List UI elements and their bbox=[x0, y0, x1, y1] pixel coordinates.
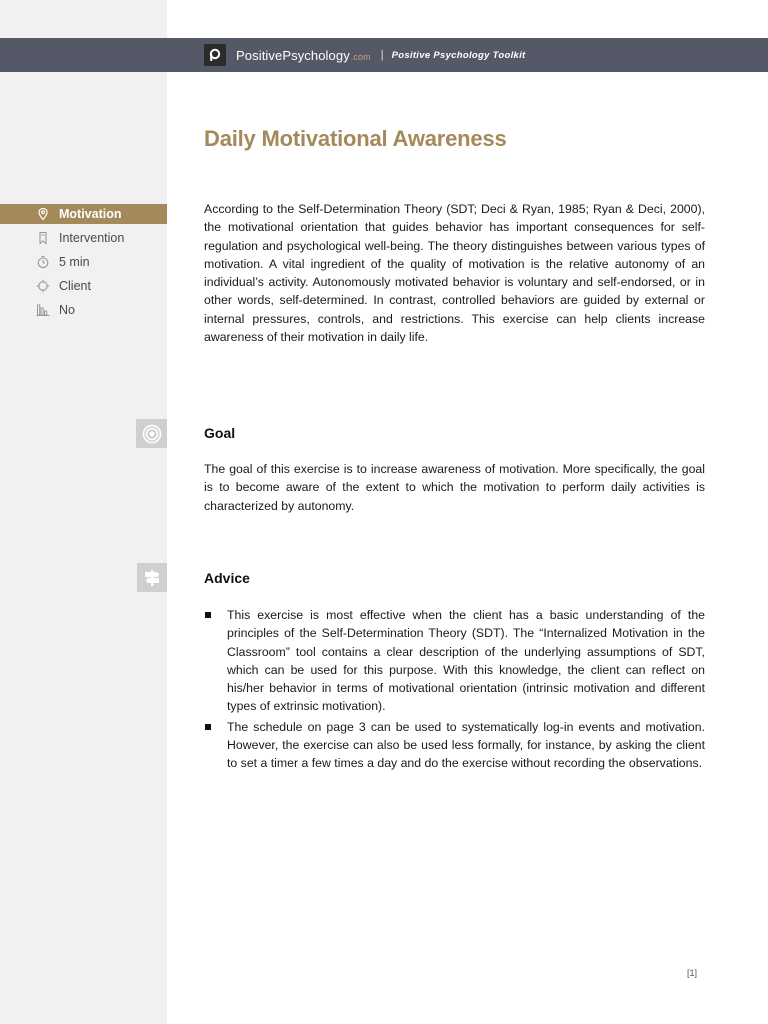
meta-label: Intervention bbox=[59, 231, 125, 245]
meta-item-category bbox=[0, 204, 167, 224]
brand-name: PositivePsychology.com bbox=[236, 47, 371, 63]
goal-heading: Goal bbox=[204, 425, 236, 441]
goal-paragraph: The goal of this exercise is to increase awareness of motivation. More specifically, the goal is to become aware of the extent to which the motivation to perform daily activities is characterized by autonomy. bbox=[204, 462, 705, 513]
brand-suffix: .com bbox=[350, 51, 371, 62]
header-separator: | bbox=[380, 49, 384, 61]
meta-item-scale bbox=[0, 300, 167, 320]
bookmark-icon bbox=[36, 231, 50, 245]
meta-label: No bbox=[59, 303, 75, 317]
crosshair-icon bbox=[36, 279, 50, 293]
location-pin-icon bbox=[36, 207, 50, 221]
brand bbox=[204, 44, 526, 66]
page-title: Daily Motivational Awareness bbox=[204, 126, 507, 151]
signpost-icon bbox=[137, 563, 167, 592]
target-icon bbox=[136, 419, 167, 448]
meta-item-type bbox=[0, 228, 167, 248]
stopwatch-icon bbox=[36, 255, 50, 269]
meta-list bbox=[0, 204, 167, 324]
intro-paragraph: According to the Self-Determination Theory (SDT; Deci & Ryan, 1985; Ryan & Deci, 2000), the motivational orientation that guides behavior has important consequences for self-regulation and psychological well-being. The theory distinguishes between various types of motivation. A vital ingredient of the quality of motivation is the relative autonomy of an individual’s activity. Autonomously motivated behavior is voluntary and self-endorsed, or in other words, self-determined. In contrast, controlled behaviors are guided by external or internal pressures, controls, and restrictions. This exercise can help clients increase awareness of their motivation in daily life. bbox=[204, 202, 705, 345]
meta-label: Client bbox=[59, 279, 91, 293]
sidebar bbox=[0, 0, 167, 1024]
meta-item-audience bbox=[0, 276, 167, 296]
meta-item-duration bbox=[0, 252, 167, 272]
advice-heading: Advice bbox=[204, 570, 250, 586]
bar-chart-icon bbox=[36, 303, 50, 317]
meta-label: Motivation bbox=[59, 207, 122, 221]
advice-list bbox=[204, 606, 705, 775]
list-item: The schedule on page 3 can be used to systematically log-in events and motivation. However, the exercise can also be used less formally, for instance, by asking the client to set a timer a few times a day and do the exercise without recording the observations. bbox=[204, 718, 705, 773]
logo-icon bbox=[204, 44, 226, 66]
page-number: [1] bbox=[687, 968, 698, 978]
toolkit-label: Positive Psychology Toolkit bbox=[391, 49, 526, 61]
list-item: This exercise is most effective when the client has a basic understanding of the principles of the Self-Determination Theory (SDT). The “Internalized Motivation in the Classroom” tool contains a clear description of the underlying assumptions of SDT, which can be used for this purpose. With this knowledge, the client can reflect on his/her behavior in terms of motivational orientation (intrinsic motivation and different types of extrinsic motivation). bbox=[204, 606, 705, 716]
meta-label: 5 min bbox=[59, 255, 90, 269]
